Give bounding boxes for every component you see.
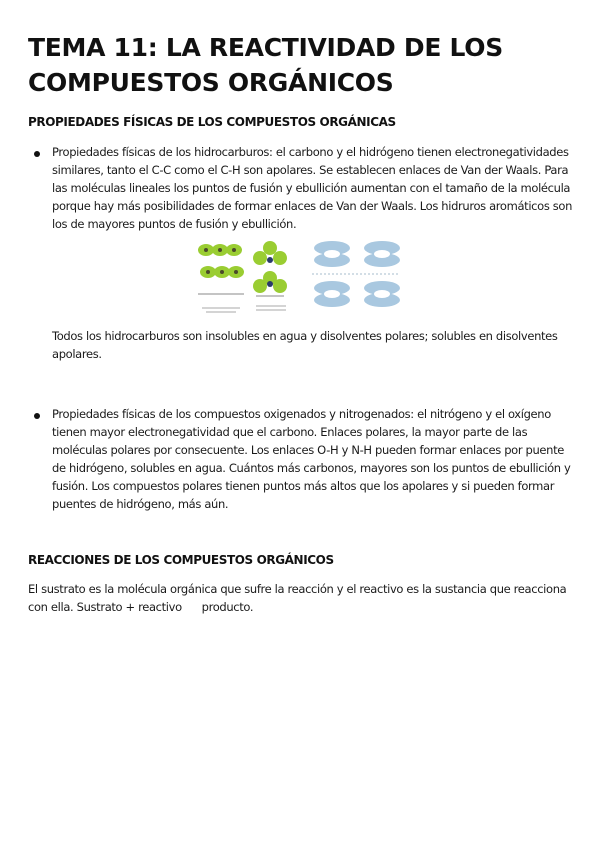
molecule-illustration-svg <box>194 238 410 318</box>
section-heading-physical-properties: PROPIEDADES FÍSICAS DE LOS COMPUESTOS ORGÁNICAS <box>28 115 396 129</box>
linear-molecule-image <box>198 244 244 312</box>
paragraph-oxygenated-nitrogenated: Propiedades físicas de los compuestos oxigenados y nitrogenados: el nitrógeno y el oxígeno tienen mayor electronegatividad que el carbono. Enlaces polares, la mayor parte de las moléculas polares por consecuente. Los enlaces O-H y N-H pueden formar enlaces por puente de hidrógeno, solubles en agua. Cuántos más carbonos, mayores son los puntos de ebullición y fusión. Los compuestos polares tienen puntos más altos que los apolares y si pueden formar puentes de hidrógeno, más aún. <box>52 407 571 511</box>
bullet-marker <box>34 151 40 157</box>
page-title: TEMA 11: LA REACTIVIDAD DE LOS COMPUESTOS ORGÁNICOS <box>28 33 503 97</box>
paragraph-substrate-reagent: El sustrato es la molécula orgánica que sufre la reacción y el reactivo es la sustancia que reacciona con ella. Sustrato + reactivo producto. <box>28 582 570 614</box>
paragraph-hydrocarbons: Propiedades físicas de los hidrocarburos: el carbono y el hidrógeno tienen electronegatividades similares, tanto el C-C como el C-H son apolares. Se establecen enlaces de Van der Waals. Para las moléculas lineales los puntos de fusión y ebullición aumentan con el tamaño de la molécula porque hay más posibilidades de formar enlaces de Van der Waals. Los hidruros aromáticos son los de mayores puntos de fusión y ebullición. <box>52 145 573 231</box>
molecule-illustration <box>194 238 410 318</box>
paragraph-insoluble-note: Todos los hidrocarburos son insolubles en agua y disolventes polares; solubles en disolventes apolares. <box>52 329 558 361</box>
aromatic-molecule-image <box>312 241 400 307</box>
bullet-marker <box>34 413 40 419</box>
branched-molecule-image <box>253 241 287 310</box>
section-heading-reactions: REACCIONES DE LOS COMPUESTOS ORGÁNICOS <box>28 553 334 567</box>
